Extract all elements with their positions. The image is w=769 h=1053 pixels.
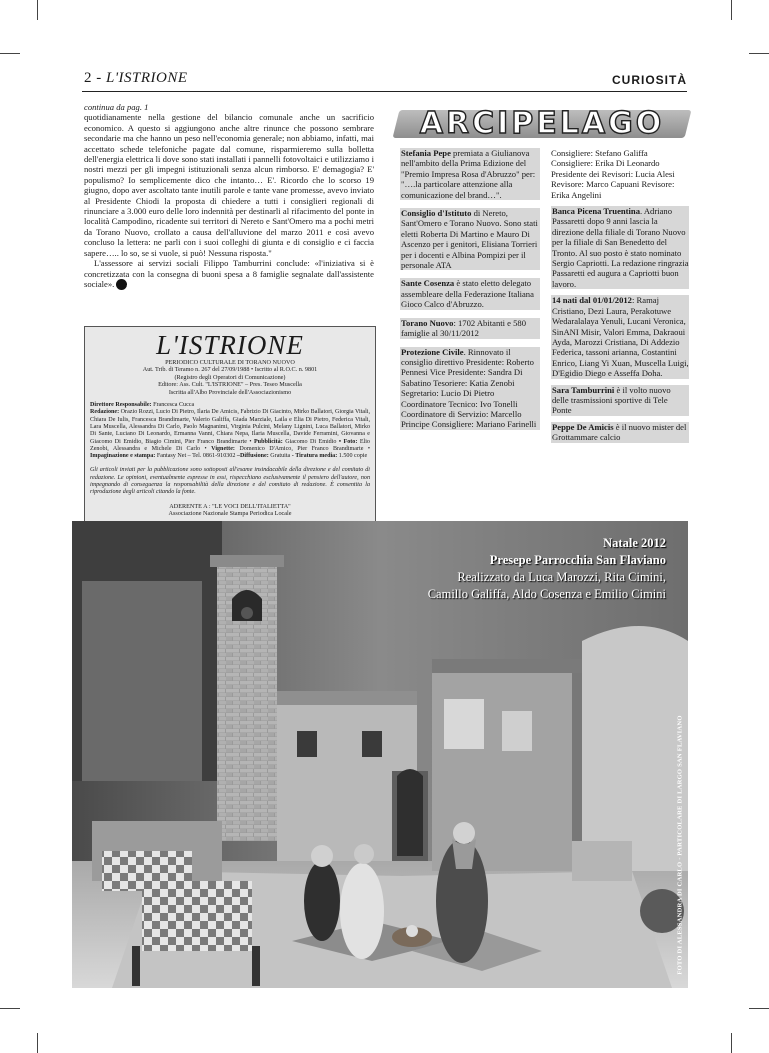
- section-title: CURIOSITÀ: [612, 73, 687, 87]
- caption-title: Natale 2012: [603, 536, 666, 550]
- tiratura-value: 1.500 copie: [338, 453, 368, 460]
- tiratura-label: - Tiratura media:: [291, 453, 338, 460]
- news-head: Consiglio d'Istituto: [401, 208, 472, 219]
- photo-credit-text: FOTO DI ALESSANDRA DI CARLO - PARTICOLARE DI LARGO SAN FLAVIANO: [676, 715, 684, 975]
- director-label: Direttore Responsabile:: [90, 402, 152, 409]
- news-text: : 1702 Abitanti e 580 famiglie al 30/11/2012: [401, 317, 527, 339]
- director-name: Francesca Cucca: [153, 402, 195, 409]
- news-head: Peppe De Amicis: [552, 421, 614, 432]
- masthead-registration: Aut. Trib. di Teramo n. 267 del 27/09/1988 • Iscritto al R.O.C. n. 9801: [142, 366, 318, 374]
- masthead-title: L'ISTRIONE: [156, 330, 304, 360]
- masthead-staff: [90, 402, 370, 460]
- crop-mark: [749, 53, 769, 54]
- crop-mark: [37, 1033, 38, 1053]
- news-headline: [551, 422, 689, 443]
- news-head: Banca Picena Truentina: [552, 206, 641, 217]
- news-headline: [400, 347, 540, 430]
- news-text: . Rinnovato il consiglio direttivo Presidente: Roberto Pennesi Vice Presidente: Sandra Di Sabatino Tesoriere: Katia Zenobi Segretario: Lucio Di Pietro Coordinatore Tecnico: Ivo Tonelli Coordinatore di Servizio: Marcello Principe Consigliere: Mariano Farinelli: [401, 346, 537, 430]
- redazione-label: Redazione:: [90, 409, 120, 416]
- crop-mark: [37, 0, 38, 20]
- impaginazione-label: Impaginazione e stampa:: [90, 453, 156, 460]
- pubblicita-label: Pubblicità:: [253, 438, 283, 445]
- news-text: . Adriano Passaretti dopo 9 anni lascia la direzione della filiale di Torano Nuovo per la filiale di San Benedetto del Tronto. Al suo posto è stato nominato Sergio Capriotti. La redazione ringrazia Passaretti ed augura a Capriotti buon lavoro.: [552, 206, 689, 289]
- article-paragraph: [84, 258, 374, 290]
- impaginazione-value: Fantasy Net – Tel. 0861-910302: [156, 453, 236, 460]
- news-column-a: [400, 148, 540, 438]
- news-text: è stato eletto delegato assembleare della Federazione Italiana Gioco Calco d'Abruzzo.: [401, 278, 534, 310]
- foto-names: Elio Zenobi, Alessandra e Michele Di Carlo •: [90, 438, 370, 452]
- news-headline: [551, 206, 689, 289]
- diffusione-label: –Diffusione:: [236, 453, 269, 460]
- news-item: [551, 206, 689, 289]
- news-item: [400, 347, 540, 430]
- news-item: [551, 422, 689, 443]
- news-headline: [400, 148, 540, 200]
- photo-caption: [426, 535, 666, 603]
- crop-mark: [0, 53, 20, 54]
- news-item: Consigliere: Stefano Galiffa Consigliere: Erika Di Leonardo Presidente dei Revisori: Lucia Alesi Revisore: Marco Capuani Revisore: Erika Angelini: [551, 148, 675, 200]
- news-item: [400, 318, 540, 339]
- continued-note: continua da pag. 1: [84, 102, 149, 112]
- news-head: Torano Nuovo: [401, 317, 454, 328]
- news-column-b: [551, 148, 689, 449]
- adherent-line: ADERENTE A : "LE VOCI DELL'ITALIETTA": [169, 502, 291, 510]
- nativity-photo: [72, 521, 688, 988]
- foto-label: • Foto:: [338, 438, 358, 445]
- article-paragraph: quotidianamente nella gestione del bilancio comunale anche un sacrificio economico. A questo si aggiungono anche altre rinunce che possono sembrare secondarie ma che hanno un peso nell'economia generale; non abbiamo, infatti, mai accettato schede telefoniche pagate dal comune, risparmieremo sulla bolletta dell'energia elettrica li dove sono stati installati i pannelli fotovoltaici e utilizziamo i nostri mezzi per gli impegni istituzionali senza alcun rimborso. E' demagogia? E' populismo? Io semplicemente dico che intanto… E'. Ricordo che lo scorso 19 giugno, dopo aver ascoltato tante inutili parole e tante vane promesse, avevo inviato al Presidente Chiodi la proposta di chiedere a tutti i consiglieri regionali di rinunciare a 3.000 euro delle loro indennità per destinarli al rifacimento del ponte in località Campodino, ricadente sui territori di Nereto e Sant'Omero ma a pochi metri da Torano Nuovo, crollato a causa dell'alluvione del marzo 2011 e così avevo concluso la lettera: ne parli con i suoi colleghi di giunta e di consiglio e ci faccia sapere….. lo so, se si vuole, si può! Nessuna risposta.": [84, 112, 374, 258]
- news-text: è il volto nuovo delle trasmissioni sportive di Tele Ponte: [552, 384, 671, 416]
- masthead-subtitle: PERIODICO CULTURALE DI TORANO NUOVO: [165, 359, 295, 366]
- news-head: Stefania Pepe: [401, 148, 451, 158]
- news-item: [400, 278, 540, 309]
- masthead-albo: Iscritta all'Albo Provinciale dell'Associazionismo: [168, 388, 292, 396]
- article-paragraph-text: L'assessore ai servizi sociali Filippo Tamburrini conclude: «l'iniziativa si è concretizzata con la consegna di buoni spesa a 8 famiglie segnalate dall'assistente sociale».: [84, 258, 374, 289]
- crop-mark: [731, 0, 732, 20]
- end-mark-icon: L': [116, 279, 127, 290]
- crop-mark: [749, 1008, 769, 1009]
- news-head: Protezione Civile: [401, 346, 464, 357]
- banner-title: ARCIPELAGO: [419, 106, 665, 141]
- association-line: Associazione Nazionale Stampa Periodica Locale: [168, 510, 292, 517]
- caption-subtitle: Presepe Parrocchia San Flaviano: [489, 553, 666, 567]
- news-headline: [551, 295, 689, 378]
- news-item: [551, 295, 689, 378]
- masthead-adherent: [90, 503, 370, 518]
- diffusione-value: Gratuita: [270, 453, 291, 460]
- publication-name: L'ISTRIONE: [106, 70, 188, 86]
- news-item: [400, 148, 540, 200]
- news-text: : Ramaj Cristiano, Dezi Laura, Perakotuwe Wedaralalaya Yenuli, Lucani Veronica, SinANI Misir, Valori Emma, Dakraoui Ayda, Marozzi Cristiana, Di Addezio Federica, tassoni arianna, Costantini Enrico, Liang Yi Xuan, Muscella Luigi, D'Egidio Diego e Asseffa Doha.: [552, 295, 689, 379]
- news-headline: [400, 278, 540, 309]
- running-header: [84, 70, 188, 87]
- redazione-names: Orazio Rozzi, Lucio Di Pietro, Ilaria De Amicis, Fabrizio Di Giacinto, Mirko Ballatori, Giorgia Vitali, Chiara De Iulis, Francesca Brandimarte, Valerio Galiffa, Giada Marziale, Laila e Elia Di Pietro, Federica Vitali, Lara Muscella, Alessandra Di Carlo, Paolo Magnanimi, Virginia Pulcini, Melany Lignini, Luca Ballatori, Mirko Di Sante, Luciano Di Leonardo, Ermanna Vanni, Chiara Nepa, Ilaria Muscella, Davide Ferramini, Giovanna e Giacomo Di Emidio, Biagio Cimini, Pier Franco Brandimarte •: [90, 409, 370, 445]
- news-text: è il nuovo mister del Grottammare calcio: [552, 421, 687, 443]
- news-item: [551, 385, 689, 416]
- masthead-publisher: Editore: Ass. Cult. "L'ISTRIONE" – Pres. Teseo Muscella: [158, 381, 302, 389]
- news-headline: [400, 208, 540, 270]
- photo-credit: [674, 696, 686, 988]
- news-text: di Nereto, Sant'Omero e Torano Nuovo. Sono stati eletti Roberta Di Martino e Mauro Di Ascenzo per i genitori, Elisiana Torrieri per i docenti e Albina Pompizi per il personale ATA: [401, 208, 538, 271]
- news-text: premiata a Giulianova nell'ambito della Prima Edizione del "Premio Impresa Rosa d'Abruzzo" per: "….la particolare attenzione alla comunicazione del brand…".: [401, 148, 536, 200]
- vignette-names: Domenico D'Amico, Pier Franco Brandimarte •: [239, 445, 370, 452]
- news-headline: [551, 385, 689, 416]
- vignette-label: Vignette:: [211, 445, 235, 452]
- arcipelago-banner: [396, 104, 688, 142]
- caption-credits: Realizzato da Luca Marozzi, Rita Cimini, Camillo Galiffa, Aldo Cosenza e Emilio Cimini: [427, 570, 666, 601]
- news-item: [400, 208, 540, 270]
- article-continuation: [84, 102, 374, 290]
- news-head: Sante Cosenza: [401, 278, 455, 289]
- crop-mark: [731, 1033, 732, 1053]
- pubblicita-name: Giacomo Di Emidio: [285, 438, 337, 445]
- page-number: 2 -: [84, 70, 102, 86]
- masthead-roc-note: (Registro degli Operatori di Comunicazione): [174, 373, 286, 381]
- crop-mark: [0, 1008, 20, 1009]
- header-rule: [82, 91, 687, 92]
- news-headline: [400, 318, 540, 339]
- news-head: 14 nati dal 01/01/2012: [552, 295, 632, 306]
- news-head: Sara Tamburrini: [552, 384, 615, 395]
- masthead-disclaimer: Gli articoli inviati per la pubblicazione sono sottoposti all'esame insindacabile della direzione e del comitato di redazione. Le opinioni, eventualmente espresse in essi, rispecchiano esclusivamente il pensiero dell'autore, non impegnando di conseguenza la responsabilità della direzione e del comitato di redazione. È consentita la riproduzione degli articoli citando la fonte.: [90, 467, 370, 496]
